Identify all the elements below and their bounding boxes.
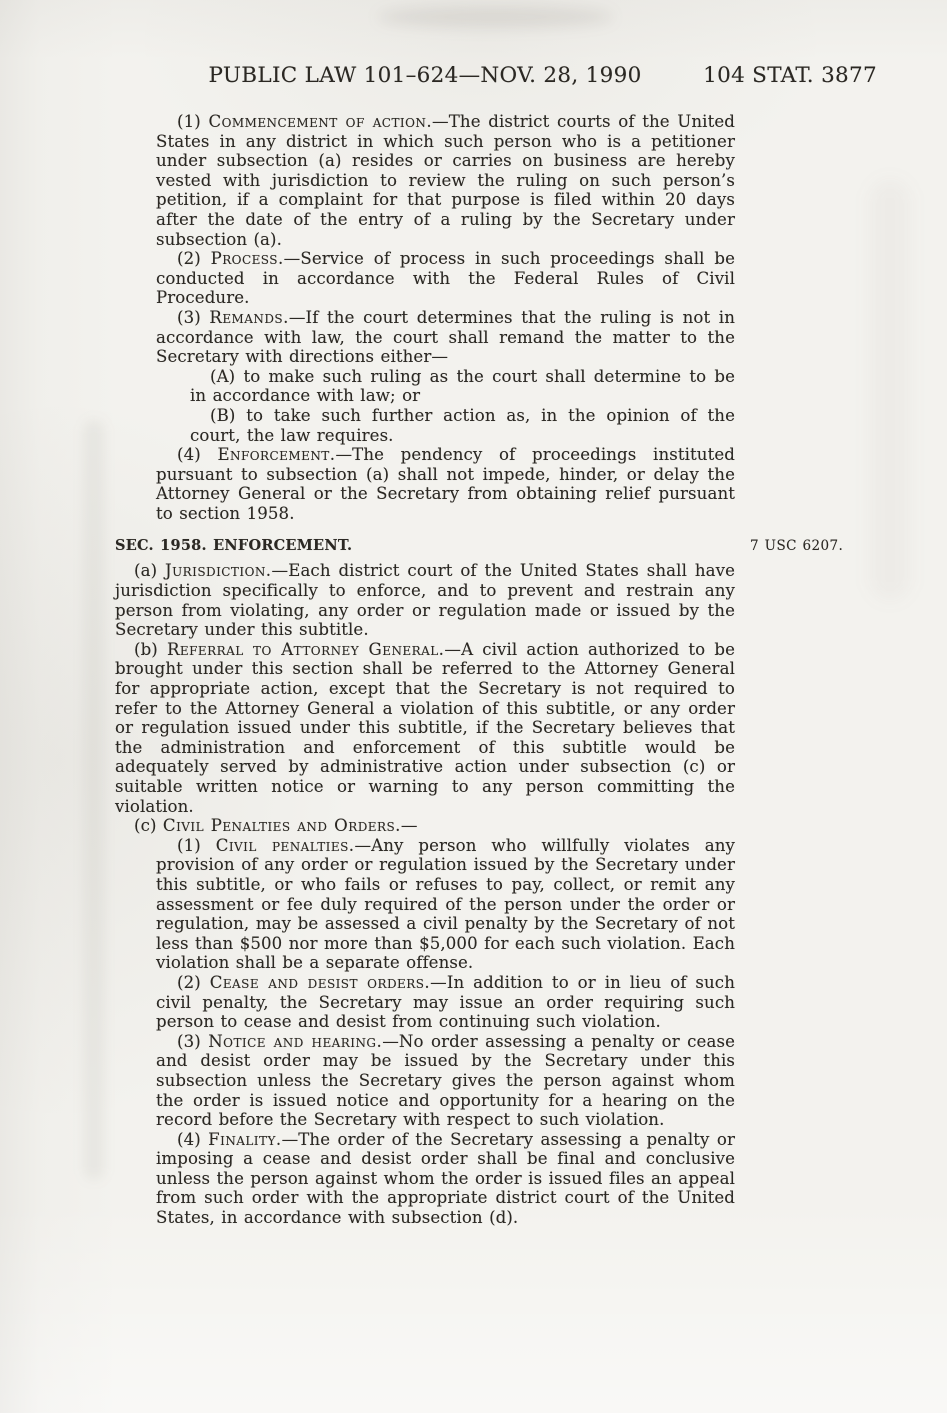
statute-text-column [115, 112, 844, 1228]
paragraph-label: (1) [177, 112, 201, 131]
usc-citation-margin-note: 7 USC 6207. [750, 538, 844, 555]
paragraph-label: (4) [177, 1129, 201, 1149]
paragraph-heading: Referral to Attorney General. [166, 639, 445, 659]
paragraph-heading: Civil penalties. [215, 835, 355, 855]
paragraph-body: —A civil action authorized to be brought under this section shall be referred to the Attorney General for appropriate action, except that the Secretary is not required to refer to the Attorney General a violation of this subtitle, or any order or regulation issued under this subtitle, if the Secretary believes that the administration and enforcement of this subtitle would be adequately served by administrative action under subsection (c) or suitable written notice or warning to any person committing the violation. [115, 639, 735, 816]
stat-page-number: 104 STAT. 3877 [703, 63, 877, 88]
paragraph-3-remands [156, 308, 735, 367]
paragraph-c1-civil-penalties [156, 836, 735, 973]
subparagraph-a [190, 367, 735, 406]
subsection-a-jurisdiction [115, 561, 735, 639]
paragraph-c2-cease-and-desist-orders [156, 973, 735, 1032]
paragraph-label: (2) [177, 972, 201, 992]
paragraph-body: to make such ruling as the court shall determine to be in accordance with law; or [190, 366, 736, 406]
subsection-c-civil-penalties-and-orders [115, 816, 735, 836]
paragraph-heading: Jurisdiction. [165, 561, 272, 581]
paragraph-body: — [400, 816, 418, 836]
paragraph-heading: Commencement of action. [208, 112, 433, 131]
paragraph-label: (3) [177, 1031, 201, 1051]
paragraph-label: (a) [134, 561, 158, 581]
paragraph-body: to take such further action as, in the opinion of the court, the law requires. [190, 405, 735, 445]
paragraph-heading: Process. [210, 249, 284, 269]
paragraph-body: —If the court determines that the ruling is not in accordance with law, the court shall remand the matter to the Secretary with directions either— [156, 307, 736, 367]
paragraph-body: —Any person who willfully violates any provision of any order or regulation issued by the Secretary under this subtitle, or who fails or refuses to pay, collect, or remit any assessment or fee duly required of the person under the order or regulation, may be assessed a civil penalty by the Secretary of not less than $500 nor more than $5,000 for each such violation. Each violation shall be a separate offense. [156, 835, 735, 973]
paragraph-heading: Civil Penalties and Orders. [162, 816, 401, 836]
bleed-through-artifact [378, 6, 613, 28]
scan-smudge-left-margin [84, 420, 104, 1180]
paragraph-label: (c) [134, 816, 157, 836]
paragraph-c4-finality [156, 1130, 735, 1228]
paragraph-heading: Cease and desist orders. [209, 972, 431, 992]
paragraph-4-enforcement [156, 445, 735, 523]
paragraph-body: —No order assessing a penalty or cease and desist order may be issued by the Secretary under this subsection unless the Secretary gives the person against whom the order is issued notice and opportunity for a hearing on the record before the Secretary with respect to such violation. [156, 1031, 736, 1130]
paragraph-heading: Enforcement. [217, 445, 336, 465]
paragraph-body: —The pendency of proceedings instituted pursuant to subsection (a) shall not impede, hinder, or delay the Attorney General or the Secretary from obtaining relief pursuant to section 1958. [156, 445, 735, 523]
paragraph-label: (B) [210, 405, 236, 425]
paragraph-label: (4) [177, 445, 201, 465]
paragraph-label: (b) [134, 639, 158, 659]
paragraph-1-commencement-of-action [156, 112, 735, 249]
paragraph-heading: Finality. [208, 1129, 282, 1149]
paragraph-label: (2) [177, 249, 201, 269]
section-1958-heading [115, 536, 844, 555]
subparagraph-b [190, 406, 735, 445]
subsection-b-referral-to-attorney-general [115, 640, 735, 816]
paragraph-label: (1) [177, 835, 201, 855]
paragraph-heading: Notice and hearing. [208, 1031, 383, 1051]
paragraph-heading: Remands. [209, 307, 289, 327]
running-header-title: PUBLIC LAW 101–624—NOV. 28, 1990 [208, 63, 642, 88]
paragraph-body: —Each district court of the United States shall have jurisdiction specifically to enforce, and to prevent and restrain any person from violating, any order or regulation made or issued by the Secretary under this subtitle. [115, 561, 736, 640]
paragraph-body: —Service of process in such proceedings shall be conducted in accordance with the Federal Rules of Civil Procedure. [156, 249, 735, 308]
paragraph-label: (A) [210, 366, 236, 386]
paragraph-body: —In addition to or in lieu of such civil penalty, the Secretary may issue an order requiring such person to cease and desist from continuing such violation. [156, 972, 735, 1032]
paragraph-label: (3) [177, 307, 201, 327]
paragraph-body: —The order of the Secretary assessing a penalty or imposing a cease and desist order shall be final and conclusive unless the person against whom the order is issued files an appeal from such order with the appropriate district court of the United States, in accordance with subsection (d). [156, 1129, 736, 1228]
section-heading-text: SEC. 1958. ENFORCEMENT. [115, 537, 353, 555]
paragraph-body: —The district courts of the United States in any district in which such person who is a petitioner under subsection (a) resides or carries on business are hereby vested with jurisdiction to review the ruling on such person’s petition, if a complaint for that purpose is filed within 20 days after the date of the entry of a ruling by the Secretary under subsection (a). [156, 112, 735, 249]
paragraph-c3-notice-and-hearing [156, 1032, 735, 1130]
paragraph-2-process [156, 249, 735, 308]
